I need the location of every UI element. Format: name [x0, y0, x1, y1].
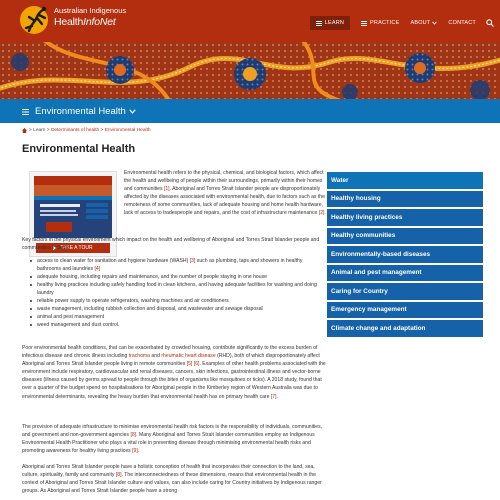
sidebar-item-healthy-living-practices[interactable]: Healthy living practices — [327, 209, 483, 226]
nav-learn[interactable]: LEARN — [310, 16, 350, 30]
paragraph-infrastructure: The provision of adequate infrastructure to minimise environmental health risk factors is the responsibility of individuals, communities, and government and non-government agencies [8]. Many Aboriginal and Torres Strait Islander communities employ an Indigenous Environmental Health Practitioner who plays a vital role in preventing disease through minimising environmental health risks and promoting awareness for healthy living practices [9]. — [22, 424, 323, 455]
paragraph-disease-burden: Poor environmental health conditions, that can be exacerbated by crowded housing, contribute significantly to the excess burden of infectious disease and chronic illness including trachoma and rheumatic heart disease (RHD), both of which disproportionately affect Aboriginal and Torres Strait Islander people living in remote communities [5] [6]. Examples of other health problems associated with the environment include respiratory, cardiovascular and renal diseases, cancers, skin infections, gastrointestinal illness and vector-borne diseases (illness caused by germs spread to people through the bites of organisms like mosquitoes or ticks). A 2018 study, found that over a quarter of the budget spend on hospitalisations for Aboriginal people in the Kimberley region of Western Australia was due to environmental determinants, revealing the heavy burden that environmental health has on primary health care [7]. — [22, 345, 326, 400]
list-item: access to clean water for sanitation and hygiene hardware (WASH) [3] such as plumbing, taps and showers in healthy bathrooms and laundries [4] — [22, 257, 327, 273]
breadcrumb-determinants[interactable]: Determinants of health — [50, 128, 100, 133]
rhd-link[interactable]: rheumatic heart disease — [161, 353, 216, 360]
list-item: animal and pest management — [22, 313, 327, 321]
list-icon — [316, 21, 322, 26]
paragraph-holistic-health: Aboriginal and Torres Strait Islander people have a holistic conception of health that incorporates their connection to the land, sea, culture, spirituality, family and community [8]. The interconnectedness of these dimensions, means that environmental health in the context of Aboriginal and Torres Strait Islander culture and values, can also include caring for Country initiatives by Indigenous ranger groups. As Aboriginal and Torres Strait Islander people have a strong — [22, 464, 322, 495]
nav-contact[interactable]: CONTACT — [448, 20, 476, 26]
reference-link[interactable]: [4] — [94, 266, 101, 272]
reference-link[interactable]: [3] — [189, 258, 196, 264]
reference-link[interactable]: [8] — [115, 472, 122, 479]
list-item: weed management and dust control. — [22, 321, 327, 329]
key-factors-list — [22, 257, 327, 329]
reference-link[interactable]: [5] — [186, 361, 193, 368]
key-factors-text: Key factors in the physical environment which impact on the health and wellbeing of Aboriginal and Torres Strait Islander people and communities include: — [22, 237, 320, 252]
nav-about[interactable]: ABOUT — [410, 20, 437, 26]
trachoma-link[interactable]: trachoma — [128, 353, 150, 360]
breadcrumb-current: Environmental Health — [104, 128, 151, 133]
page-title: Environmental Health — [22, 143, 136, 155]
main-nav — [304, 14, 494, 32]
list-item: reliable power supply to operate refrigerators, washing machines and air conditioners — [22, 297, 327, 305]
site-logo-text[interactable] — [54, 6, 126, 27]
chevron-down-icon — [129, 109, 136, 114]
section-menu-toggle[interactable] — [22, 106, 136, 117]
section-title: Environmental Health — [35, 106, 126, 117]
breadcrumb-learn[interactable]: Learn — [33, 128, 46, 133]
subtopic-sidebar — [327, 172, 483, 339]
reference-link[interactable]: [8] — [130, 432, 137, 439]
logo-line-1: Australian Indigenous — [54, 6, 127, 15]
chevron-down-icon — [432, 21, 437, 25]
list-icon — [361, 21, 367, 26]
home-icon[interactable] — [22, 128, 27, 133]
aboriginal-art-image — [0, 42, 500, 99]
breadcrumb: > Learn > Determinants of health > Environmental Health — [22, 128, 151, 133]
sidebar-item-environmentally-based-diseases[interactable]: Environmentally-based diseases — [327, 246, 483, 263]
sidebar-item-emergency-management[interactable]: Emergency management — [327, 302, 483, 319]
list-item: waste management, including rubbish collection and disposal, and wastewater and sewage disposal — [22, 305, 327, 313]
reference-link[interactable]: [9] — [132, 448, 138, 455]
video-thumbnail[interactable] — [34, 176, 112, 238]
sidebar-item-climate-change[interactable]: Climate change and adaptation — [327, 320, 483, 337]
site-header — [0, 0, 500, 42]
sidebar-item-animal-pest-management[interactable]: Animal and pest management — [327, 265, 483, 282]
search-icon[interactable] — [486, 19, 494, 27]
take-a-tour-button[interactable]: TAKE A TOUR — [36, 243, 110, 253]
intro-paragraph: Environmental health refers to the physical, chemical, and biological factors, which affect the health and wellbeing of people within their surroundings, primarily within their homes and communities [1]. Aboriginal and Torres Strait Islander people are disproportionately affected by the diseases associated with environmental health, due to factors such as the remoteness of some communities, lack of adequate housing and home health hardware, lack of access to tradespeople and repairs, and the cost of infrastructure maintenance [2]. — [124, 170, 326, 217]
sidebar-item-caring-for-country[interactable]: Caring for Country — [327, 283, 483, 300]
list-item: healthy living practices including safely handling food in clean kitchens, and having adequate facilities for washing and doing laundry — [22, 281, 327, 297]
list-item: adequate housing, including repairs and maintenance, and the number of people staying in one house — [22, 273, 327, 281]
logo-line-2: HealthInfoNet — [54, 16, 116, 28]
sidebar-item-healthy-housing[interactable]: Healthy housing — [327, 191, 483, 208]
reference-link[interactable]: [1] — [163, 186, 170, 193]
hamburger-icon — [22, 109, 29, 115]
reference-link[interactable]: [6] — [193, 361, 200, 368]
section-nav-bar — [0, 99, 500, 123]
hero-banner — [0, 42, 500, 99]
sidebar-item-healthy-communities[interactable]: Healthy communities — [327, 228, 483, 245]
reference-link[interactable]: [7] — [270, 393, 277, 400]
reference-link[interactable]: [2] — [318, 210, 325, 217]
sidebar-item-water[interactable]: Water — [327, 172, 483, 189]
nav-practice[interactable]: PRACTICE — [361, 20, 399, 26]
lizard-logo-icon[interactable] — [20, 4, 54, 36]
